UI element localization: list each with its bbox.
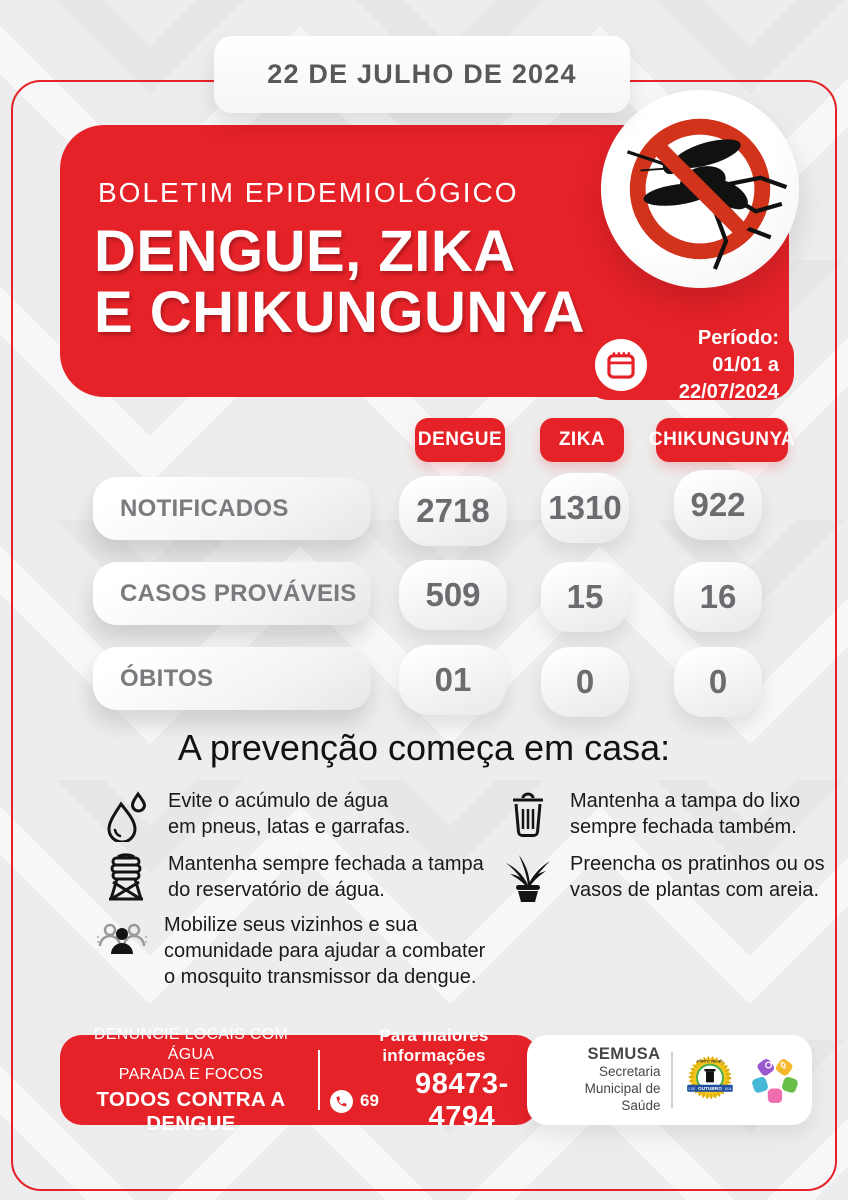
tip-text: Evite o acúmulo de água em pneus, latas e garrafas. [168,790,411,838]
phone-row [330,1068,538,1134]
org-name-line-2: Saúde [621,1097,661,1113]
info-label: Para maiores informações [379,1026,489,1065]
calendar-icon [604,348,638,382]
tip-close-water-tank [100,851,484,903]
bulletin-eyebrow: BOLETIM EPIDEMIOLÓGICO [98,177,519,208]
tip-text: Mobilize seus vizinhos e sua comunidade para ajudar a combater o mosquito transmissor da dengue. [164,914,486,988]
period-text [657,325,779,406]
stat-provaveis-chikungunya: 16 [674,562,762,632]
row-label-notificados [93,477,371,540]
row-label-text: NOTIFICADOS [120,494,289,522]
phone-area-code: 69 [360,1091,379,1110]
plant-pot-icon [502,851,554,903]
column-header-chikungunya: CHIKUNGUNYA [656,418,788,462]
city-seal-logo [684,1048,739,1112]
stat-provaveis-zika: 15 [541,562,629,632]
date-banner-text: 22 DE JULHO DE 2024 [267,59,577,89]
column-header-zika: ZIKA [540,418,624,462]
organization-text [539,1045,660,1115]
people-group-icon [96,912,148,958]
health-wheel-logo [750,1051,800,1109]
prevention-heading: A prevenção começa em casa: [177,727,671,768]
water-tank-icon [100,851,152,903]
footer-divider [671,1052,673,1108]
hotline-divider [318,1050,320,1110]
slogan-text: TODOS CONTRA A DENGUE [96,1087,286,1135]
stat-notificados-chikungunya: 922 [674,470,762,540]
footer-card [527,1035,812,1125]
row-label-text: CASOS PROVÁVEIS [120,579,357,607]
row-label-casos-provaveis [93,562,371,625]
stat-obitos-chikungunya: 0 [674,647,762,717]
trash-can-icon [502,788,554,840]
report-line-2: PARADA E FOCOS [118,1065,264,1083]
phone-icon [330,1090,353,1113]
stat-obitos-dengue: 01 [399,645,507,715]
svg-text:1914: 1914 [724,1086,732,1091]
water-drops-icon [100,788,152,842]
tip-fill-plant-pots [502,851,825,903]
svg-text:PORTO VELHO: PORTO VELHO [697,1059,723,1064]
svg-text:OUTUBRO: OUTUBRO [698,1087,722,1093]
row-label-obitos [93,647,371,710]
stat-notificados-zika: 1310 [541,473,629,543]
calendar-icon-circle [595,339,647,391]
report-line-1: DENUNCIE LOCAIS COM ÁGUA [93,1025,289,1063]
tip-mobilize-neighbors [96,912,485,990]
no-mosquito-icon [607,96,793,282]
date-banner [214,36,630,113]
report-block [74,1025,308,1136]
org-name-line-1: Secretaria Municipal de [584,1064,661,1097]
tip-text: Mantenha sempre fechada a tampa do reservatório de água. [168,853,484,901]
period-line-1: Período: 01/01 a [697,326,779,376]
tip-close-trash-lid [502,788,800,840]
tip-avoid-standing-water [100,788,410,842]
bulletin-title [94,221,585,344]
org-acronym: SEMUSA [587,1045,661,1064]
phone-block [330,1026,538,1134]
stat-provaveis-dengue: 509 [399,560,507,630]
hotline-bar [60,1025,538,1135]
column-header-dengue: DENGUE [415,418,505,462]
period-line-2: 22/07/2024 [678,380,779,403]
tip-text: Mantenha a tampa do lixo sempre fechada também. [570,790,801,838]
svg-text:2 DE: 2 DE [688,1086,696,1091]
stat-obitos-zika: 0 [541,647,629,717]
tip-text: Preencha os pratinhos ou os vasos de plantas com areia. [570,853,825,901]
title-line-1: DENGUE, ZIKA [94,219,516,284]
stat-notificados-dengue: 2718 [399,476,507,546]
phone-number: 98473-4794 [415,1068,509,1133]
title-line-2: E CHIKUNGUNYA [94,280,585,346]
row-label-text: ÓBITOS [120,664,214,692]
no-mosquito-badge [601,90,799,288]
period-badge [583,326,794,403]
